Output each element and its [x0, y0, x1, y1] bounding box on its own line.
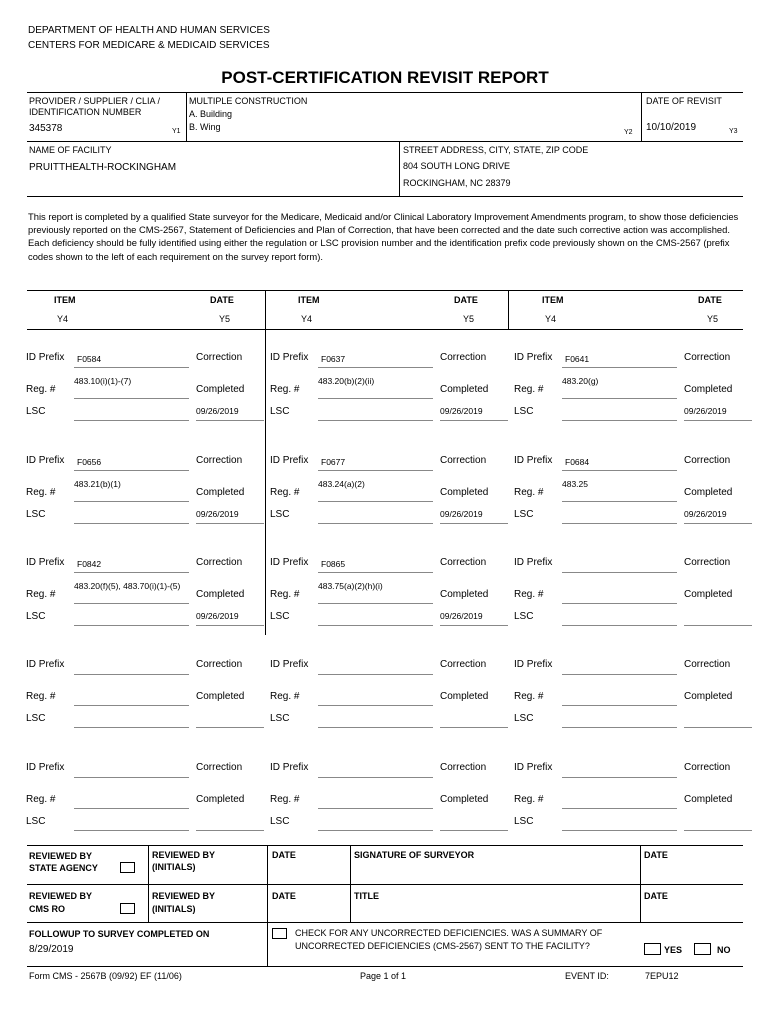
id-prefix-label: ID Prefix	[514, 762, 553, 773]
reg-label: Reg. #	[514, 691, 544, 702]
provider-label-1: PROVIDER / SUPPLIER / CLIA /	[29, 96, 161, 106]
revisit-code: Y3	[729, 128, 738, 135]
correction-label: Correction	[684, 352, 731, 363]
completed-date[interactable]: 09/26/2019	[196, 509, 239, 519]
id-prefix-label: ID Prefix	[270, 557, 309, 568]
reg-value[interactable]: 483.75(a)(2)(h)(i)	[318, 581, 383, 591]
column-item-header: ITEM	[54, 295, 76, 305]
reg-label: Reg. #	[270, 691, 300, 702]
completed-date[interactable]: 09/26/2019	[684, 509, 727, 519]
cms-initials-label-1: REVIEWED BY	[152, 891, 216, 901]
followup-label: FOLLOWUP TO SURVEY COMPLETED ON	[29, 929, 210, 939]
correction-label: Correction	[196, 659, 243, 670]
lsc-label: LSC	[514, 713, 534, 724]
correction-label: Correction	[440, 557, 487, 568]
lsc-label: LSC	[270, 611, 290, 622]
revisit-label: DATE OF REVISIT	[646, 96, 722, 106]
cms-ro-checkbox[interactable]	[120, 903, 135, 914]
correction-label: Correction	[440, 352, 487, 363]
agency-line-2: CENTERS FOR MEDICARE & MEDICAID SERVICES	[28, 40, 270, 51]
state-initials-label-2: (INITIALS)	[152, 862, 196, 872]
correction-label: Correction	[440, 455, 487, 466]
completed-date[interactable]: 09/26/2019	[196, 406, 239, 416]
id-prefix-label: ID Prefix	[26, 762, 65, 773]
correction-label: Correction	[196, 762, 243, 773]
column-item-header: ITEM	[542, 295, 564, 305]
lsc-label: LSC	[270, 509, 290, 520]
completed-label: Completed	[196, 487, 245, 498]
yes-label: YES	[664, 945, 683, 955]
column-date-code: Y5	[219, 314, 231, 324]
reg-value[interactable]: 483.24(a)(2)	[318, 479, 365, 489]
id-prefix-label: ID Prefix	[270, 762, 309, 773]
completed-label: Completed	[196, 794, 245, 805]
reg-label: Reg. #	[270, 487, 300, 498]
id-prefix-label: ID Prefix	[514, 352, 553, 363]
facility-name: PRUITTHEALTH-ROCKINGHAM	[29, 162, 177, 173]
id-prefix-value[interactable]: F0842	[77, 559, 102, 569]
intro-paragraph: This report is completed by a qualified State surveyor for the Medicare, Medicaid and/or Clinical Laboratory Improvement Amendments program, to show those deficiencies previously reported on the CMS-2567, Statement of Deficiencies and Plan of Correction, that have been corrected and the date such corrective action was accomplished. Each deficiency should be fully identified using either the regulation or LSC provision number and the identification prefix code previously shown on the CMS-2567 (prefix codes shown to the left of each requirement on the survey report form).	[28, 211, 739, 262]
id-prefix-label: ID Prefix	[26, 352, 65, 363]
correction-label: Correction	[196, 557, 243, 568]
lsc-label: LSC	[514, 406, 534, 417]
column-date-header: DATE	[698, 295, 722, 305]
revisit-date: 10/10/2019	[646, 122, 697, 133]
reg-label: Reg. #	[26, 691, 56, 702]
agency-line-1: DEPARTMENT OF HEALTH AND HUMAN SERVICES	[28, 25, 270, 36]
reg-label: Reg. #	[514, 589, 544, 600]
uncorrected-question-line-1: CHECK FOR ANY UNCORRECTED DEFICIENCIES. WAS A SUMMARY OF	[295, 928, 603, 938]
provider-number: 345378	[29, 123, 63, 134]
correction-label: Correction	[440, 762, 487, 773]
provider-label-2: IDENTIFICATION NUMBER	[29, 107, 142, 117]
lsc-label: LSC	[26, 611, 46, 622]
completed-date[interactable]: 09/26/2019	[196, 611, 239, 621]
yes-checkbox[interactable]	[644, 943, 661, 955]
id-prefix-label: ID Prefix	[270, 455, 309, 466]
id-prefix-label: ID Prefix	[514, 455, 553, 466]
provider-code: Y1	[172, 128, 181, 135]
lsc-label: LSC	[270, 713, 290, 724]
reg-label: Reg. #	[270, 589, 300, 600]
reviewed-cms-label-2: CMS RO	[29, 904, 65, 914]
address-line-2: ROCKINGHAM, NC 28379	[403, 178, 511, 188]
address-label: STREET ADDRESS, CITY, STATE, ZIP CODE	[403, 145, 589, 155]
reviewed-cms-label-1: REVIEWED BY	[29, 891, 93, 901]
correction-label: Correction	[440, 659, 487, 670]
state-date-label: DATE	[272, 850, 296, 860]
form-title: POST-CERTIFICATION REVISIT REPORT	[221, 68, 549, 87]
lsc-label: LSC	[26, 816, 46, 827]
id-prefix-label: ID Prefix	[26, 455, 65, 466]
no-checkbox[interactable]	[694, 943, 711, 955]
id-prefix-label: ID Prefix	[514, 557, 553, 568]
id-prefix-value[interactable]: F0641	[565, 354, 590, 364]
completed-label: Completed	[440, 384, 489, 395]
id-prefix-label: ID Prefix	[270, 352, 309, 363]
completed-label: Completed	[684, 691, 733, 702]
reg-value[interactable]: 483.10(i)(1)-(7)	[74, 376, 132, 386]
state-agency-checkbox[interactable]	[120, 862, 135, 873]
column-date-header: DATE	[454, 295, 478, 305]
completed-label: Completed	[684, 384, 733, 395]
lsc-label: LSC	[26, 713, 46, 724]
reg-label: Reg. #	[26, 794, 56, 805]
correction-label: Correction	[684, 659, 731, 670]
uncorrected-checkbox[interactable]	[272, 928, 287, 939]
form-number: Form CMS - 2567B (09/92) EF (11/06)	[29, 971, 182, 981]
reviewed-state-label-1: REVIEWED BY	[29, 851, 93, 861]
id-prefix-label: ID Prefix	[514, 659, 553, 670]
lsc-label: LSC	[270, 406, 290, 417]
column-item-code: Y4	[57, 314, 69, 324]
column-item-header: ITEM	[298, 295, 320, 305]
building-label: A. Building	[189, 109, 233, 119]
completed-label: Completed	[196, 691, 245, 702]
lsc-label: LSC	[270, 816, 290, 827]
column-date-code: Y5	[463, 314, 475, 324]
event-id-value: 7EPU12	[645, 971, 679, 981]
correction-label: Correction	[196, 455, 243, 466]
id-prefix-value[interactable]: F0677	[321, 457, 346, 467]
correction-label: Correction	[684, 455, 731, 466]
reg-label: Reg. #	[514, 487, 544, 498]
reg-value[interactable]: 483.25	[562, 479, 588, 489]
correction-label: Correction	[684, 762, 731, 773]
title-label: TITLE	[354, 891, 379, 901]
construction-label: MULTIPLE CONSTRUCTION	[189, 96, 308, 106]
event-id-label: EVENT ID:	[565, 971, 609, 981]
id-prefix-label: ID Prefix	[270, 659, 309, 670]
reg-value[interactable]: 483.21(b)(1)	[74, 479, 121, 489]
correction-label: Correction	[684, 557, 731, 568]
completed-label: Completed	[440, 487, 489, 498]
cms-date-label: DATE	[272, 891, 296, 901]
lsc-label: LSC	[514, 816, 534, 827]
id-prefix-label: ID Prefix	[26, 659, 65, 670]
id-prefix-value[interactable]: F0656	[77, 457, 102, 467]
reg-label: Reg. #	[270, 794, 300, 805]
completed-label: Completed	[196, 589, 245, 600]
column-item-code: Y4	[545, 314, 557, 324]
cms-initials-label-2: (INITIALS)	[152, 904, 196, 914]
construction-code: Y2	[624, 129, 633, 136]
completed-date[interactable]: 09/26/2019	[440, 611, 483, 621]
followup-date: 8/29/2019	[29, 944, 74, 955]
id-prefix-value[interactable]: F0865	[321, 559, 346, 569]
id-prefix-value[interactable]: F0684	[565, 457, 590, 467]
lsc-label: LSC	[514, 611, 534, 622]
completed-label: Completed	[440, 589, 489, 600]
reviewed-state-label-2: STATE AGENCY	[29, 863, 98, 873]
completed-date[interactable]: 09/26/2019	[684, 406, 727, 416]
wing-label: B. Wing	[189, 122, 221, 132]
completed-label: Completed	[440, 691, 489, 702]
lsc-label: LSC	[514, 509, 534, 520]
facility-label: NAME OF FACILITY	[29, 145, 112, 155]
column-date-header: DATE	[210, 295, 234, 305]
completed-label: Completed	[684, 794, 733, 805]
address-line-1: 804 SOUTH LONG DRIVE	[403, 161, 511, 171]
completed-label: Completed	[684, 589, 733, 600]
reg-label: Reg. #	[514, 794, 544, 805]
title-date-label: DATE	[644, 891, 668, 901]
id-prefix-label: ID Prefix	[26, 557, 65, 568]
completed-label: Completed	[440, 794, 489, 805]
reg-value[interactable]: 483.20(g)	[562, 376, 599, 386]
column-item-code: Y4	[301, 314, 313, 324]
reg-label: Reg. #	[26, 384, 56, 395]
reg-label: Reg. #	[270, 384, 300, 395]
surveyor-signature-label: SIGNATURE OF SURVEYOR	[354, 850, 475, 860]
signature-date-label: DATE	[644, 850, 668, 860]
reg-label: Reg. #	[26, 589, 56, 600]
lsc-label: LSC	[26, 406, 46, 417]
page-number: Page 1 of 1	[360, 971, 407, 981]
completed-date[interactable]: 09/26/2019	[440, 509, 483, 519]
reg-value[interactable]: 483.20(f)(5), 483.70(i)(1)-(5)	[74, 581, 181, 591]
completed-label: Completed	[684, 487, 733, 498]
id-prefix-value[interactable]: F0584	[77, 354, 102, 364]
reg-label: Reg. #	[514, 384, 544, 395]
completed-date[interactable]: 09/26/2019	[440, 406, 483, 416]
state-initials-label-1: REVIEWED BY	[152, 850, 216, 860]
completed-label: Completed	[196, 384, 245, 395]
no-label: NO	[717, 945, 731, 955]
lsc-label: LSC	[26, 509, 46, 520]
reg-value[interactable]: 483.20(b)(2)(ii)	[318, 376, 375, 386]
correction-label: Correction	[196, 352, 243, 363]
uncorrected-question-line-2: UNCORRECTED DEFICIENCIES (CMS-2567) SENT TO THE FACILITY?	[295, 941, 590, 951]
reg-label: Reg. #	[26, 487, 56, 498]
id-prefix-value[interactable]: F0637	[321, 354, 346, 364]
column-date-code: Y5	[707, 314, 719, 324]
